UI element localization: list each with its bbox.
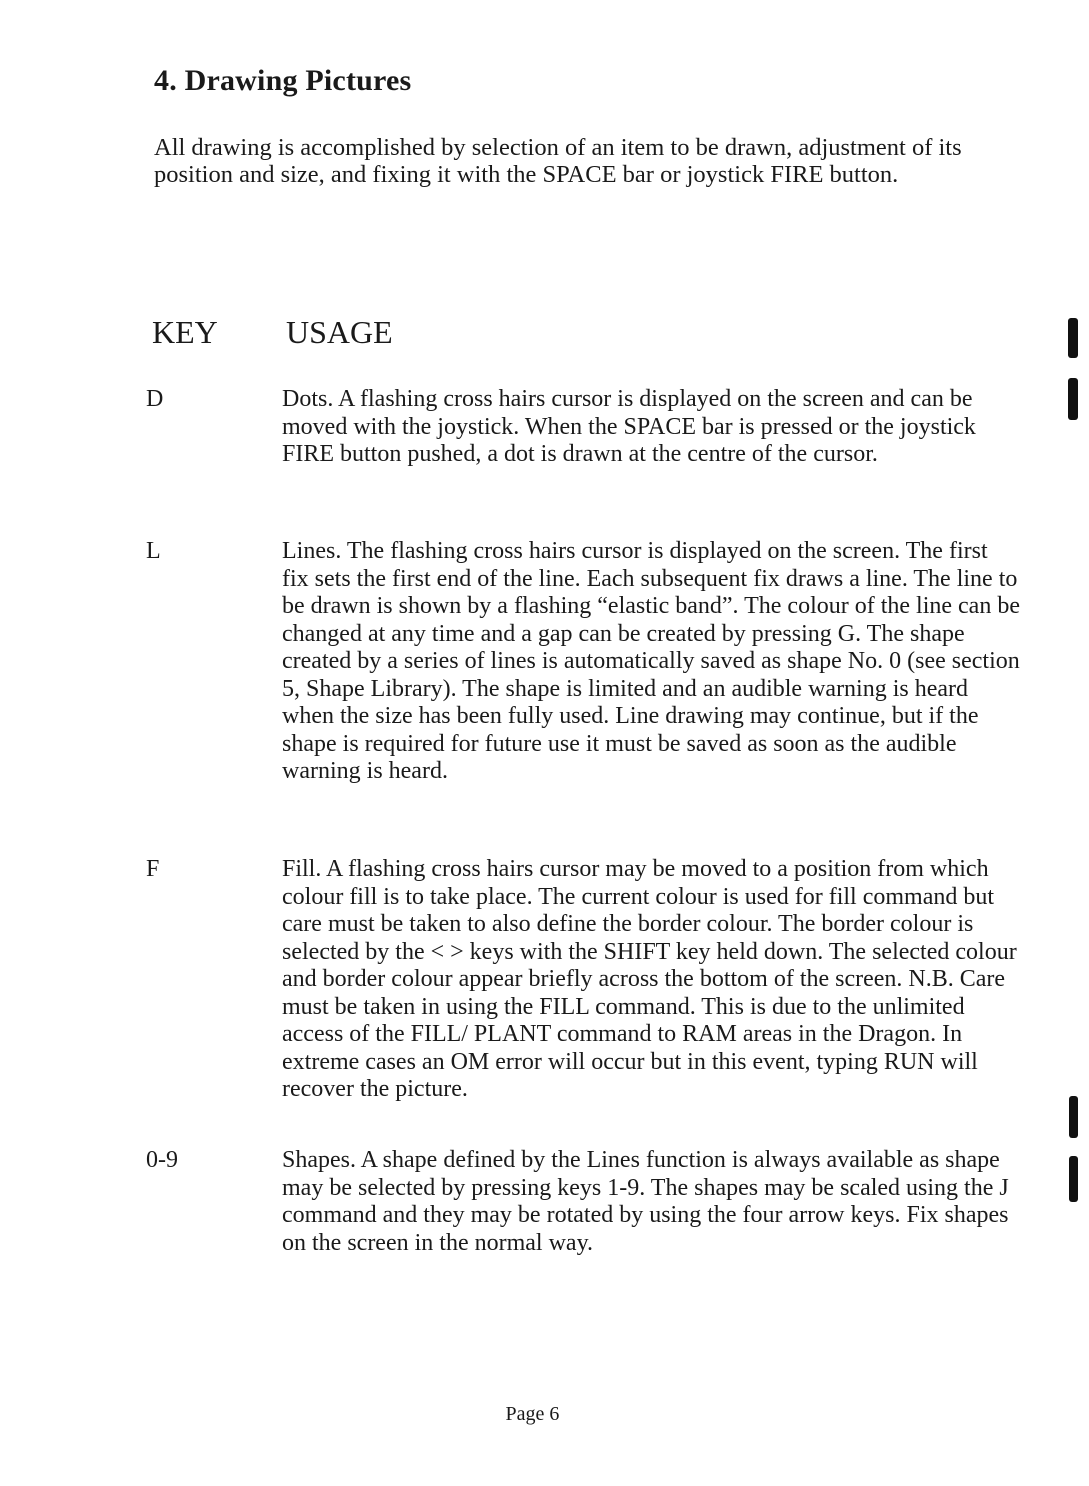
- section-heading: 4. Drawing Pictures: [154, 64, 412, 97]
- entry-text-fill: Fill. A flashing cross hairs cursor may be moved to a position from which colour fill is to take place. The current colour is used for fill command but care must be taken to also define the border colour. The border colour is selected by the < > keys with the SHIFT key held down. The selected colour and border colour appear briefly across the bottom of the screen. N.B. Care must be taken in using the FILL command. This is due to the unlimited access of the FILL/ PLANT command to RAM areas in the Dragon. In extreme cases an OM error will occur but in this event, typing RUN will recover the picture.: [282, 856, 1017, 1102]
- entry-key-l: L: [146, 538, 161, 564]
- usage-column-heading: USAGE: [286, 314, 393, 350]
- page-number: [0, 1403, 1089, 1426]
- binding-mark-2: [1068, 378, 1078, 420]
- binding-mark-3: [1069, 1096, 1078, 1138]
- entry-text-lines: Lines. The flashing cross hairs cursor is displayed on the screen. The first fix sets the first end of the line. Each subsequent fix draws a line. The line to be drawn is shown by a flashing “elastic band”. The colour of the line can be changed at any time and a gap can be created by pressing G. The shape created by a series of lines is automatically saved as shape No. 0 (see section 5, Shape Library). The shape is limited and an audible warning is heard when the size has been fully used. Line drawing may continue, but if the shape is required for future use it must be saved as soon as the audible warning is heard.: [282, 538, 1020, 784]
- intro-paragraph: All drawing is accomplished by selection of an item to be drawn, adjustment of its position and size, and fixing it with the SPACE bar or joystick FIRE button.: [154, 134, 962, 188]
- key-column-heading: KEY: [152, 314, 218, 350]
- binding-mark-1: [1068, 318, 1078, 358]
- entry-text-shapes: Shapes. A shape defined by the Lines function is always available as shape may be selected by pressing keys 1-9. The shapes may be scaled using the J command and they may be rotated by using the four arrow keys. Fix shapes on the screen in the normal way.: [282, 1147, 1009, 1256]
- binding-mark-4: [1069, 1156, 1078, 1202]
- page-number-text: Page 6: [505, 1403, 560, 1425]
- entry-key-f: F: [146, 856, 160, 882]
- entry-text-dots: Dots. A flashing cross hairs cursor is displayed on the screen and can be moved with the joystick. When the SPACE bar is pressed or the joystick FIRE button pushed, a dot is drawn at the centre of the cursor.: [282, 386, 976, 467]
- entry-key-0-9: 0-9: [146, 1147, 178, 1173]
- entry-key-d: D: [146, 386, 164, 412]
